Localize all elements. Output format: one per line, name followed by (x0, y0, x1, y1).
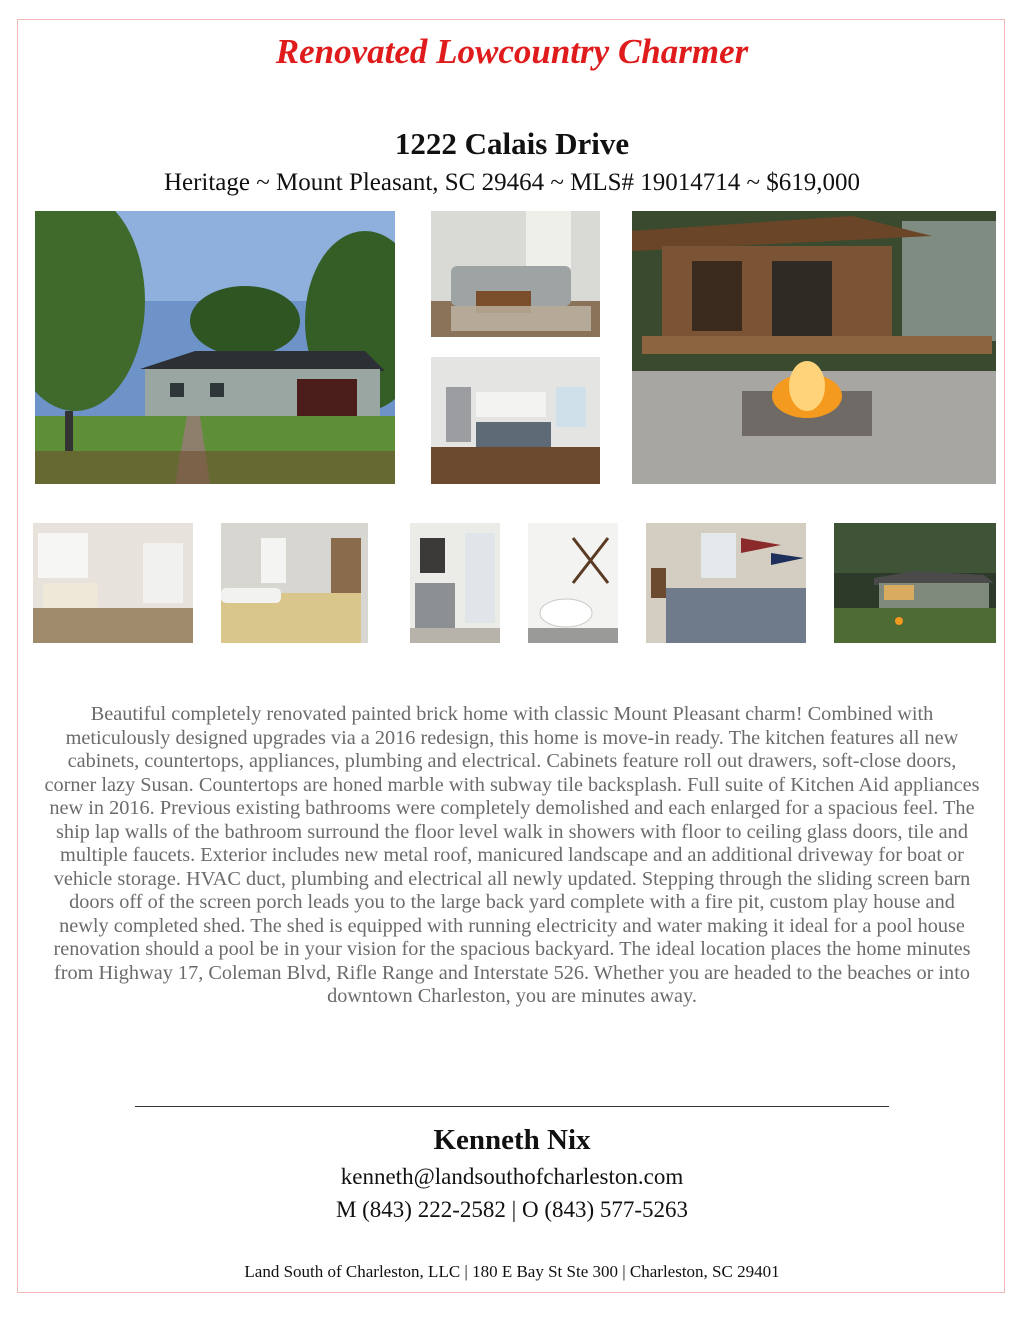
section-divider (135, 1106, 889, 1107)
photo-bathroom-tub (528, 523, 618, 643)
listing-headline: Renovated Lowcountry Charmer (275, 32, 749, 71)
photo-bonus-room (33, 523, 193, 643)
agent-name: Kenneth Nix (433, 1124, 591, 1156)
photo-kitchen (431, 357, 600, 484)
property-subline: Heritage ~ Mount Pleasant, SC 29464 ~ MLS# 19014714 ~ $619,000 (163, 169, 861, 196)
agent-email[interactable]: kenneth@landsouthofcharleston.com (340, 1164, 684, 1189)
photo-front-exterior (35, 211, 395, 484)
photo-guest-bedroom (646, 523, 806, 643)
photo-master-bedroom (221, 523, 368, 643)
photo-screen-porch-fire-pit (632, 211, 996, 484)
property-description: Beautiful completely renovated painted brick home with classic Mount Pleasant charm! Combined with meticulously designed upgrades via a 2016 redesign, this home is move-in ready. The kitchen features all new cabinets, countertops, appliances, plumbing and electrical. Cabinets feature roll out drawers, soft-close doors, corner lazy Susan. Countertops are honed marble with subway tile backsplash. Full suite of Kitchen Aid appliances new in 2016. Previous existing bathrooms were completely demolished and each enlarged for a spacious feel. The ship lap walls of the bathroom surround the floor level walk in showers with floor to ceiling glass doors, tile and multiple faucets. Exterior includes new metal roof, manicured landscape and an additional driveway for boat or vehicle storage. HVAC duct, plumbing and electrical all newly updated. Stepping through the sliding screen barn doors off of the screen porch leads you to the large back yard complete with a fire pit, custom play house and newly completed shed. The shed is equipped with running electricity and water making it ideal for a pool house renovation should a pool be in your vision for the spacious backyard. The ideal location places the home minutes from Highway 17, Coleman Blvd, Rifle Range and Interstate 526. Whether you are headed to the beaches or into downtown Charleston, you are minutes away. (44, 703, 980, 1007)
brokerage-footer: Land South of Charleston, LLC | 180 E Bay St Ste 300 | Charleston, SC 29401 (244, 1262, 780, 1281)
photo-backyard-dusk (834, 523, 996, 643)
photo-living-room (431, 211, 600, 337)
agent-phones: M (843) 222-2582 | O (843) 577-5263 (335, 1197, 689, 1222)
photo-bathroom-vanity (410, 523, 500, 643)
property-address: 1222 Calais Drive (394, 126, 630, 161)
